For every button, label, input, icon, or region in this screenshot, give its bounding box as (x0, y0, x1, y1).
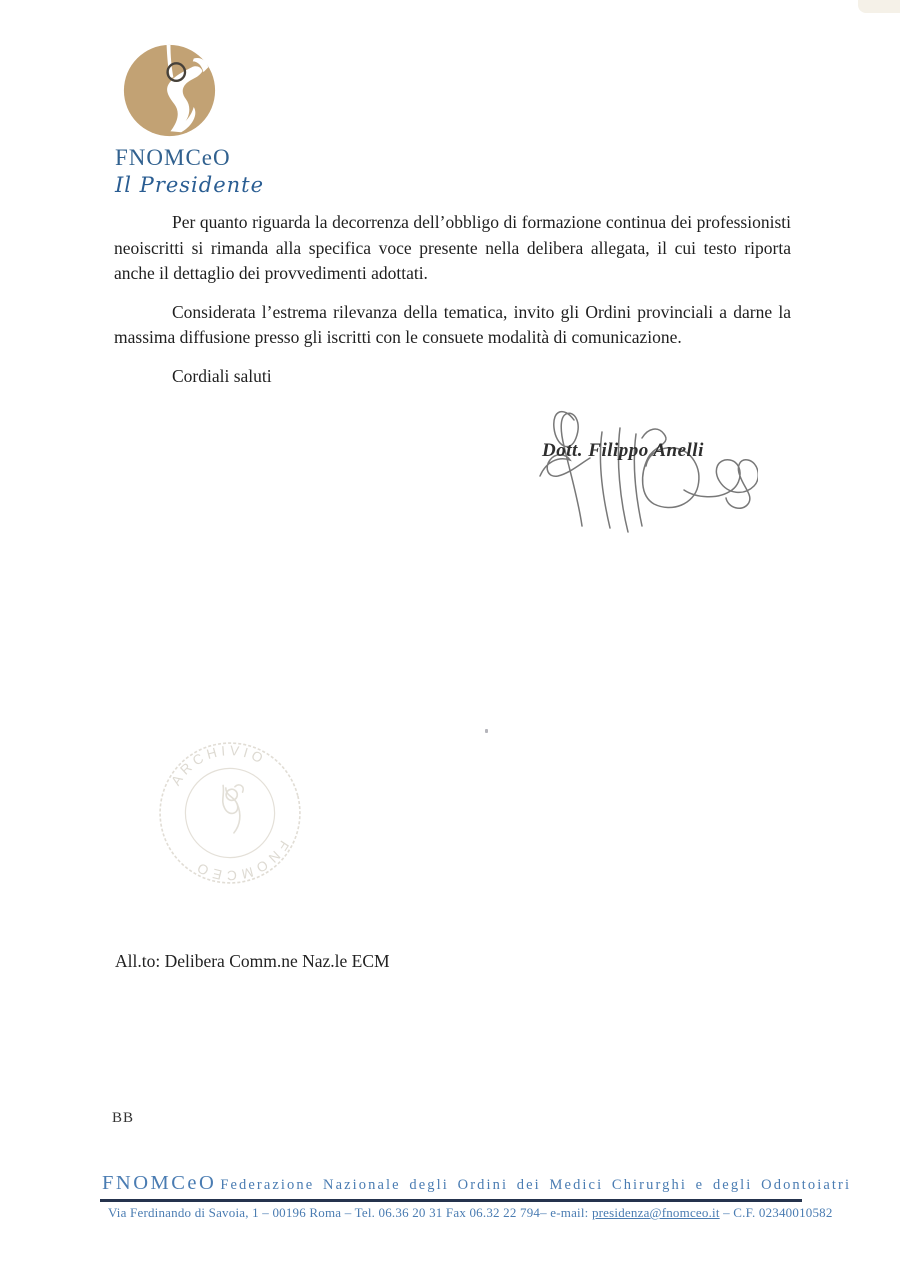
president-title: Il Presidente (115, 173, 265, 197)
signature-block (536, 402, 758, 537)
closing-salutation: Cordiali saluti (172, 365, 272, 386)
paragraph-2: Considerata l’estrema rilevanza della tematica, invito gli Ordini provinciali a darne la massima diffusione presso gli iscritti con le consuete modalità di comunicazione. (114, 301, 791, 347)
svg-text:FNOMCEO (189, 835, 298, 893)
typist-initials: BB (112, 1110, 135, 1126)
attachment-note: All.to: Delibera Comm.ne Naz.le ECM (115, 951, 390, 971)
stamp-bottom-text: FNOMCEO (191, 837, 292, 883)
signer-name: Dott. Filippo Anelli (542, 440, 704, 461)
footer-address (108, 1205, 833, 1221)
footer-address-after: – C.F. 02340010582 (719, 1205, 833, 1220)
footer-org-name: Federazione Nazionale degli Ordini dei Medici Chirurghi e degli Odontoiatri (220, 1177, 852, 1193)
footer-org-abbrev: FNOMCeO (102, 1172, 217, 1194)
svg-text:ARCHIVIO (163, 733, 272, 791)
footer-email: presidenza@fnomceo.it (591, 1205, 720, 1220)
signature-scrawl-icon (536, 402, 758, 537)
footer-address-before: Via Ferdinando di Savoia, 1 – 00196 Roma – Tel. 06.36 20 31 Fax 06.32 22 794– e-mail: (108, 1205, 592, 1220)
archive-stamp-icon (138, 722, 322, 904)
fnomceo-logo-icon (121, 42, 218, 139)
scan-smudge-artifact (858, 0, 900, 13)
stamp-top-text: ARCHIVIO (168, 742, 269, 789)
footer-rule (100, 1199, 802, 1202)
letter-body (114, 210, 791, 402)
paragraph-1: Per quanto riguarda la decorrenza dell’obbligo di formazione continua dei professionisti neoiscritti si rimanda alla specifica voce presente nella delibera allegata, il cui testo riporta anche il dettaglio dei provvedimenti adottati. (114, 212, 791, 283)
org-name: FNOMCeO (115, 145, 231, 170)
footer-org-line (102, 1172, 852, 1195)
letterhead (115, 42, 264, 197)
scan-dot-artifact (485, 729, 488, 733)
